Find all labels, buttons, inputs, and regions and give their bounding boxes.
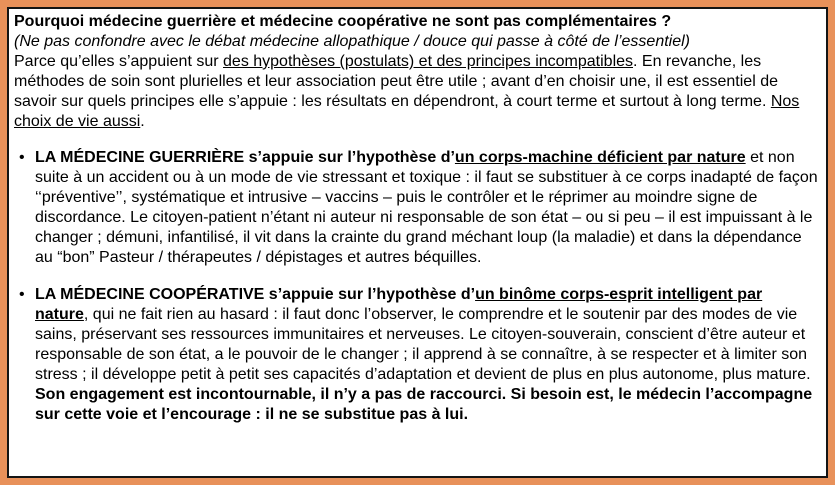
- text-segment: Son engagement est incontournable, il n’y a pas de raccourci. Si besoin est, le médecin l’accompagne sur cette voie et l’encourage : il ne se substitue pas à lui.: [35, 386, 813, 423]
- text-segment: .: [140, 113, 145, 130]
- page-title: Pourquoi médecine guerrière et médecine coopérative ne sont pas complémentaires ?: [14, 13, 672, 30]
- bullet-body-medecine-cooperative: [35, 285, 818, 425]
- bullet-list: [14, 148, 818, 425]
- text-segment: Parce qu’elles s’appuient sur: [14, 53, 224, 70]
- text-segment: des hypothèses (postulats) et des principes incompatibles: [223, 53, 634, 70]
- bullet-paragraph-guerriere: [35, 148, 818, 268]
- bullet-icon: •: [19, 286, 25, 303]
- text-segment: . En revanche, les méthodes de soin sont plurielles et leur association peut être utile ; avant d’en choisir une, il est essentiel de savoir sur quels principes elle s’appuie : les résultats en dépendront, à court terme et surtout à long terme.: [14, 53, 778, 110]
- text-segment: , qui ne fait rien au hasard : il faut donc l’observer, le comprendre et le soutenir par des modes de vie sains, préservant ses ressources immunitaires et nerveuses. Le citoyen-souverain, conscient d’être auteur et responsable de son état, a le pouvoir de le changer ; il apprend à se connaître, à se respecter et à limiter son stress ; il développe petit à petit ses capacités d’adaptation et devient de plus en plus autonome, plus mature.: [35, 306, 811, 383]
- bullet-item-medecine-cooperative: [14, 285, 818, 425]
- bullet-paragraph-cooperative: [35, 285, 818, 385]
- bullet-body-medecine-guerriere: [35, 148, 818, 268]
- intro-paragraph: [14, 52, 818, 132]
- page-subtitle: (Ne pas confondre avec le débat médecine allopathique / douce qui passe à côté de l’essentiel): [14, 33, 690, 50]
- bullet-item-medecine-guerriere: [14, 148, 818, 268]
- text-segment: un binôme corps-esprit intelligent par nature: [35, 286, 763, 323]
- text-segment: LA MÉDECINE GUERRIÈRE s’appuie sur l’hypothèse d’: [35, 149, 455, 166]
- bullet-paragraph-engagement: [35, 385, 818, 425]
- text-segment: LA MÉDECINE COOPÉRATIVE s’appuie sur l’hypothèse d’: [35, 286, 476, 303]
- text-segment: et non suite à un accident ou à un mode de vie stressant et toxique : il faut se substituer à ce corps inadapté de façon ‘‘préventive’’, systématique et intrusive – vaccins – puis le contrôler et le réprimer au moindre signe de discordance. Le citoyen-patient n’étant ni auteur ni responsable de son état – ou si peu – il est impuissant à le changer ; démuni, infantilisé, il vit dans la crainte du grand méchant loup (la maladie) et dans la dépendance au “bon” Pasteur / thérapeutes / dépistages et autres béquilles.: [35, 149, 818, 266]
- document-page: [7, 7, 828, 478]
- text-segment: Nos choix de vie aussi: [14, 93, 800, 130]
- text-segment: un corps-machine déficient par nature: [454, 149, 746, 166]
- bullet-icon: •: [19, 149, 25, 166]
